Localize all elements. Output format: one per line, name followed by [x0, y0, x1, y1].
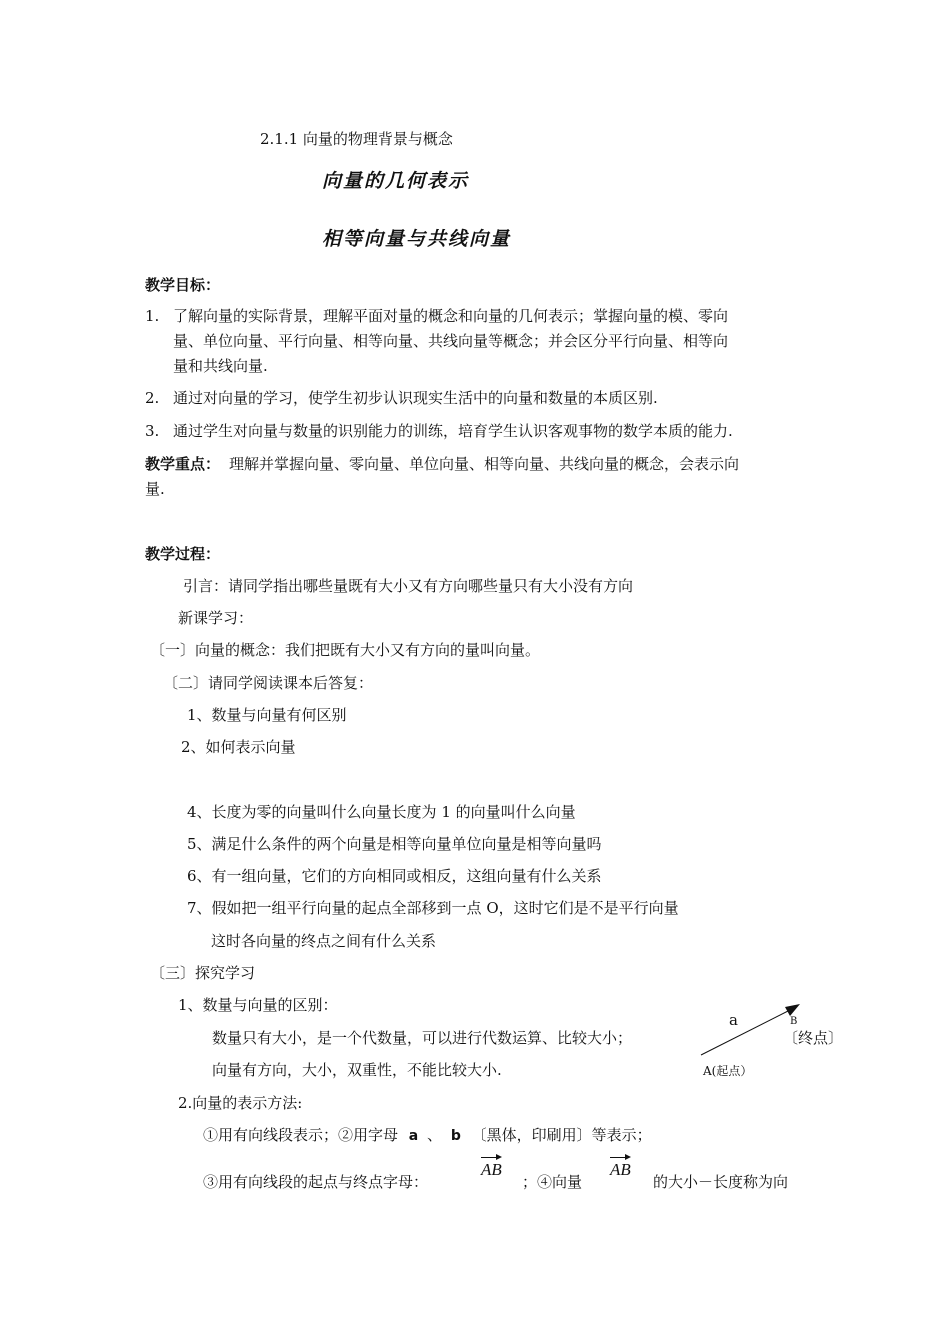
- explore-1b: 向量有方向，大小，双重性，不能比较大小.: [212, 1061, 502, 1079]
- question-2: 2、如何表示向量: [181, 738, 296, 756]
- explore-1: 1、数量与向量的区别：: [178, 996, 338, 1014]
- question-7: 7、假如把一组平行向量的起点全部移到一点 O，这时它们是不是平行向量: [187, 899, 679, 917]
- vector-label-a: a: [729, 1011, 738, 1029]
- explore-1a: 数量只有大小，是一个代数量，可以进行代数运算、比较大小；: [212, 1029, 633, 1047]
- vector-label-end: 〔终点〕: [783, 1029, 844, 1047]
- rep1-suffix: 〔黑体，印刷用〕等表示；: [471, 1126, 652, 1144]
- letter-separator: 、: [427, 1126, 443, 1144]
- vector-arrow-line: [701, 1009, 792, 1055]
- part-two: 〔二〕请同学阅读课本后答复：: [163, 674, 374, 692]
- vector-ab-notation-2: AB: [610, 1160, 631, 1179]
- objective-2-number: 2.: [145, 389, 160, 407]
- rep1-prefix: ①用有向线段表示；②用字母: [203, 1126, 399, 1144]
- vector-arrow-head: [785, 1004, 800, 1016]
- keypoint-heading: 教学重点：: [145, 455, 221, 473]
- vector-label-b: B: [790, 1016, 798, 1027]
- keypoint-line1: 理解并掌握向量、零向量、单位向量、相等向量、共线向量的概念，会表示向: [229, 455, 740, 473]
- part-one: 〔一〕向量的概念：我们把既有大小又有方向的量叫向量。: [150, 641, 541, 659]
- rep2-suffix: 的大小－长度称为向: [653, 1173, 789, 1191]
- part-three: 〔三〕探究学习: [150, 964, 256, 982]
- process-heading: 教学过程：: [145, 545, 221, 563]
- explore-2: 2.向量的表示方法:: [178, 1094, 303, 1112]
- letter-a: a: [408, 1128, 419, 1144]
- rep2-prefix: ③用有向线段的起点与终点字母：: [203, 1173, 429, 1191]
- question-4: 4、长度为零的向量叫什么向量长度为 1 的向量叫什么向量: [187, 803, 576, 821]
- objective-1-line3: 量和共线向量.: [173, 357, 268, 375]
- question-1: 1、数量与向量有何区别: [187, 706, 347, 724]
- objective-3-number: 3.: [145, 422, 160, 440]
- objective-3-text: 通过学生对向量与数量的识别能力的训练，培育学生认识客观事物的数学本质的能力.: [173, 422, 733, 440]
- main-title: 向量的几何表示: [322, 170, 470, 192]
- objective-1-line1: 了解向量的实际背景，理解平面对量的概念和向量的几何表示；掌握向量的模、零向: [173, 307, 729, 325]
- vector-label-start: A(起点）: [703, 1064, 753, 1078]
- vector-ab-notation-1: AB: [481, 1160, 502, 1179]
- rep2-middle: ；④向量: [522, 1173, 583, 1191]
- keypoint-line2: 量.: [145, 480, 165, 498]
- new-lesson-label: 新课学习：: [178, 609, 254, 627]
- letter-b: b: [450, 1128, 461, 1144]
- question-5: 5、满足什么条件的两个向量是相等向量单位向量是相等向量吗: [187, 835, 602, 853]
- section-number-title: 2.1.1 向量的物理背景与概念: [260, 130, 453, 148]
- sub-title: 相等向量与共线向量: [322, 228, 512, 250]
- objective-1-number: 1.: [145, 307, 160, 325]
- objective-2-text: 通过对向量的学习，使学生初步认识现实生活中的向量和数量的本质区别.: [173, 389, 658, 407]
- objective-1-line2: 量、单位向量、平行向量、相等向量、共线向量等概念；并会区分平行向量、相等向: [173, 332, 729, 350]
- question-6: 6、有一组向量，它们的方向相同或相反，这组向量有什么关系: [187, 867, 602, 885]
- intro-text: 引言：请同学指出哪些量既有大小又有方向哪些量只有大小没有方向: [183, 577, 634, 595]
- question-7-continued: 这时各向量的终点之间有什么关系: [211, 932, 437, 950]
- objectives-heading: 教学目标：: [145, 276, 221, 294]
- representation-line-1: [203, 1126, 652, 1146]
